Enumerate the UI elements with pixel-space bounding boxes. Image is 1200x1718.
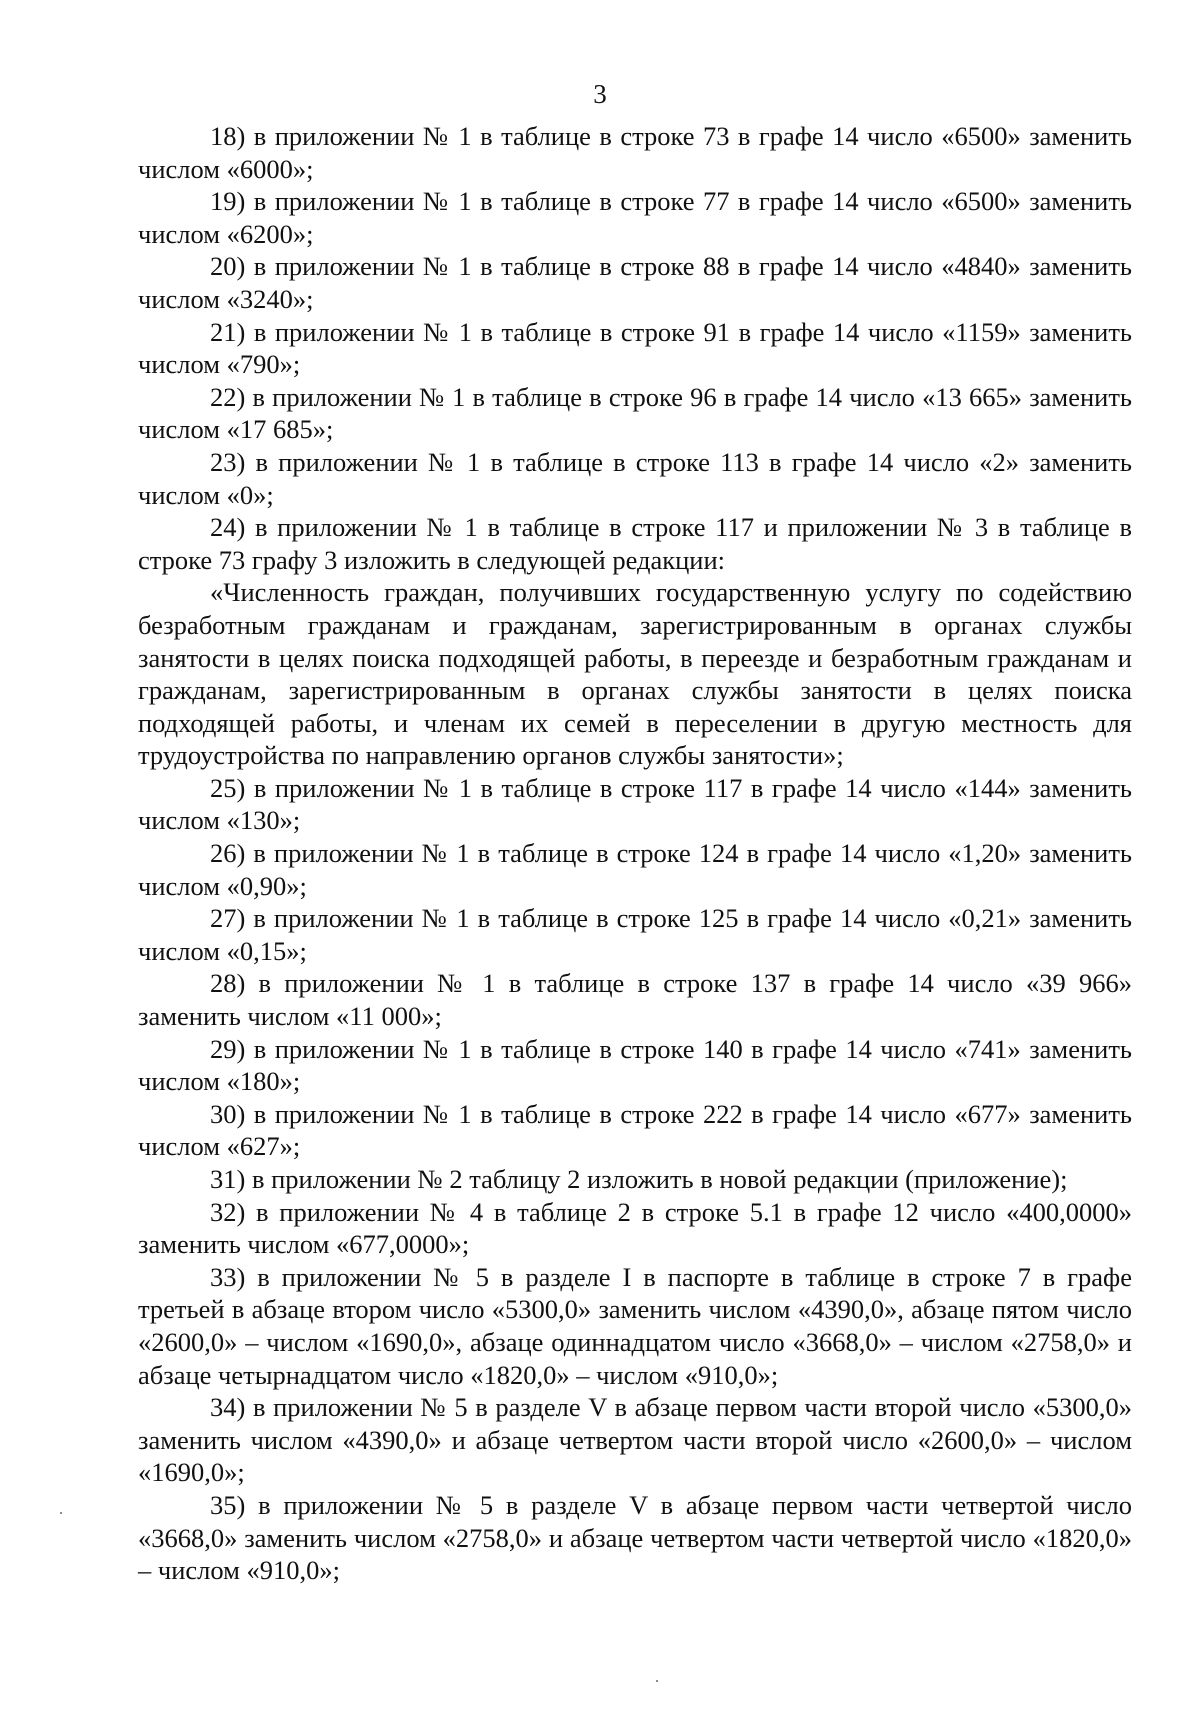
paragraph-21: 21) в приложении № 1 в таблице в строке 91 в графе 14 число «1159» заменить числом «790»; [138,316,1132,380]
paragraph-24: 24) в приложении № 1 в таблице в строке 117 и приложении № 3 в таблице в строке 73 графу 3 изложить в следующей редакции: [138,512,1132,575]
paragraph-24-quote: «Численность граждан, получивших государственную услугу по содействию безработным гражданам и гражданам, зарегистрированным в органах службы занятости в целях поиска подходящей работы, в переезде и безработным гражданам и гражданам, зарегистрированным в органах службы занятости в целях поиска подходящей работы, и членам их семей в переселении в другую местность для трудоустройства по направлению органов службы занятости»; [138,577,1132,771]
paragraph-27: 27) в приложении № 1 в таблице в строке 125 в графе 14 число «0,21» заменить числом «0,15»; [138,903,1132,966]
paragraph-26: 26) в приложении № 1 в таблице в строке 124 в графе 14 число «1,20» заменить числом «0,90»; [138,838,1132,901]
paragraph-33: 33) в приложении № 5 в разделе I в паспорте в таблице в строке 7 в графе третьей в абзаце втором число «5300,0» заменить числом «4390,0», абзаце пятом число «2600,0» – числом «1690,0», абзаце одиннадцатом число «3668,0» – числом «2758,0» и абзаце четырнадцатом число «1820,0» – числом «910,0»; [138,1261,1132,1390]
paragraph-19: 19) в приложении № 1 в таблице в строке 77 в графе 14 число «6500» заменить числом «6200»; [138,186,1132,249]
paragraph-28: 28) в приложении № 1 в таблице в строке 137 в графе 14 число «39 966» заменить числом «11 000»; [138,968,1132,1032]
scan-speck [656,1680,658,1682]
paragraph-30: 30) в приложении № 1 в таблице в строке 222 в графе 14 число «677» заменить числом «627»; [138,1098,1132,1162]
page-number: 3 [593,79,607,109]
paragraph-23: 23) в приложении № 1 в таблице в строке 113 в графе 14 число «2» заменить числом «0»; [138,446,1132,510]
paragraph-35: 35) в приложении № 5 в разделе V в абзаце первом части четвертой число «3668,0» заменить числом «2758,0» и абзаце четвертом части четвертой число «1820,0» – числом «910,0»; [138,1489,1132,1586]
paragraph-22: 22) в приложении № 1 в таблице в строке 96 в графе 14 число «13 665» заменить числом «17 685»; [138,381,1132,445]
paragraph-34: 34) в приложении № 5 в разделе V в абзаце первом части второй число «5300,0» заменить числом «4390,0» и абзаце четвертом части второй число «2600,0» – числом «1690,0»; [138,1392,1132,1488]
paragraph-25: 25) в приложении № 1 в таблице в строке 117 в графе 14 число «144» заменить числом «130»; [138,772,1132,836]
paragraph-18: 18) в приложении № 1 в таблице в строке 73 в графе 14 число «6500» заменить числом «6000»; [138,121,1132,184]
paragraph-32: 32) в приложении № 4 в таблице 2 в строке 5.1 в графе 12 число «400,0000» заменить числом «677,0000»; [138,1196,1132,1260]
paragraph-29: 29) в приложении № 1 в таблице в строке 140 в графе 14 число «741» заменить числом «180»; [138,1033,1132,1097]
scan-speck [60,1512,62,1514]
paragraph-31: 31) в приложении № 2 таблицу 2 изложить в новой редакции (приложение); [210,1164,1068,1194]
paragraph-20: 20) в приложении № 1 в таблице в строке 88 в графе 14 число «4840» заменить числом «3240»; [138,251,1132,314]
document-body [138,120,1132,1587]
